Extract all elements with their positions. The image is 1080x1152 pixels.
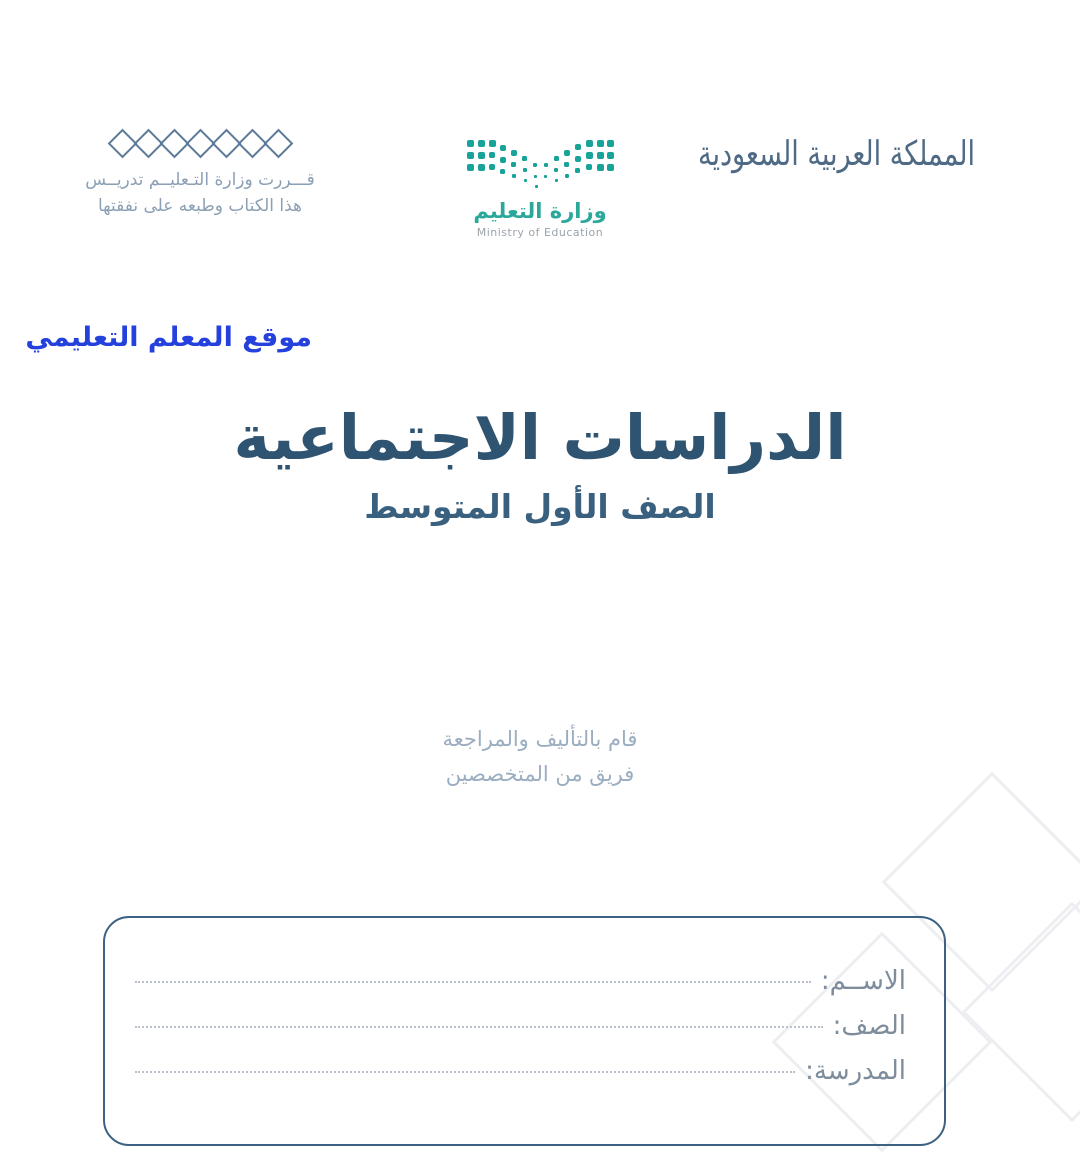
owner-field-school-input[interactable] [135,1070,795,1073]
site-watermark-text: موقع المعلم التعليمي [25,322,312,353]
kingdom-of-saudi-arabia-emblem [697,135,975,174]
book-title: الدراسات الاجتماعية [233,401,847,474]
diamond-icon [263,129,293,159]
ministry-of-education-logo [410,138,670,239]
diamond-icon [211,129,241,159]
diamond-icon [133,129,163,159]
decree-line-2: هذا الكتاب وطبعه على نفقتها [97,196,303,217]
decorative-diamond-icon [962,902,1080,1123]
authorship-credit-block [0,722,1080,791]
owner-field-name-input[interactable] [135,980,811,983]
decree-text [50,167,350,220]
owner-field-grade-label: الصف: [832,1011,906,1041]
credit-line-2: فريق من المتخصصين [445,761,635,786]
diamond-icon [159,129,189,159]
owner-field-name-row [135,966,906,996]
ministry-dot-pattern-icon [465,138,615,190]
owner-field-school-label: المدرسة: [805,1056,906,1086]
ministry-name-english: Ministry of Education [476,226,604,240]
kingdom-of-saudi-arabia-text: المملكة العربية السعودية [697,135,975,174]
diamond-icon [237,129,267,159]
owner-information-box [103,916,946,1146]
owner-field-grade-row [135,1011,906,1041]
ministry-decree-block [50,133,350,220]
decree-line-1: قـــررت وزارة التـعليــم تدريــس [85,170,315,190]
owner-field-school-row [135,1056,906,1086]
owner-field-grade-input[interactable] [135,1025,823,1028]
title-block [0,402,1080,526]
owner-field-name-label: الاســم: [820,966,906,996]
ministry-name-arabic: وزارة التعليم [473,199,607,223]
book-grade-level: الصف الأول المتوسط [364,487,716,527]
diamond-icon [107,129,137,159]
cover-header [0,0,1080,270]
credit-line-1: قام بالتأليف والمراجعة [442,727,638,751]
diamond-divider-row [50,133,350,154]
diamond-icon [185,129,215,159]
